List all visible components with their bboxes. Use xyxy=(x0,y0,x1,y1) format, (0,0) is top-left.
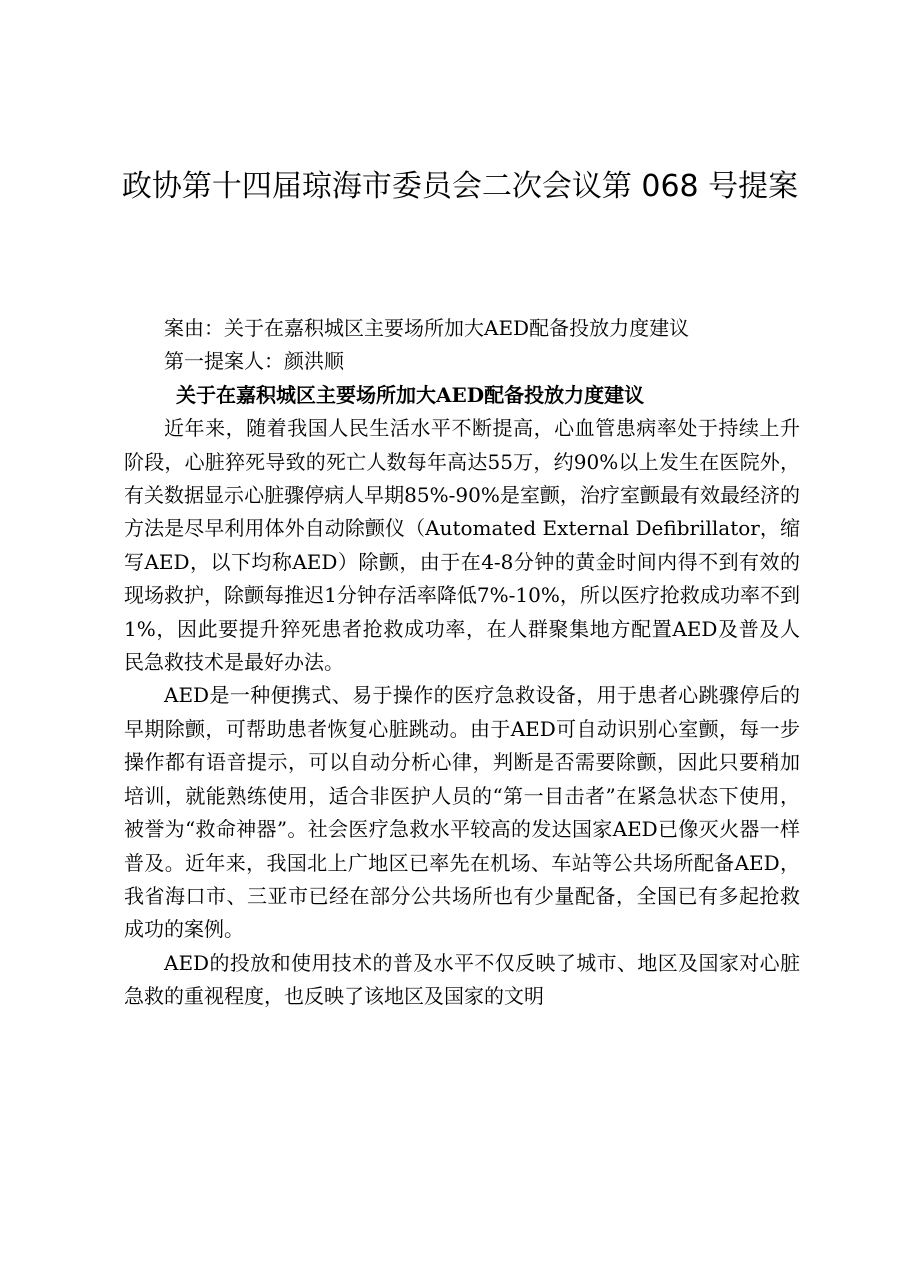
body-paragraph-1: 近年来，随着我国人民生活水平不断提高，心血管患病率处于持续上升阶段，心脏猝死导致的死亡人数每年高达55万，约90%以上发生在医院外，有关数据显示心脏骤停病人早期85%-90%是室颤，治疗室颤最有效最经济的方法是尽早利用体外自动除颤仪（Automated External Defibrillator，缩写AED，以下均称AED）除颤，由于在4-8分钟的黄金时间内得不到有效的现场救护，除颤每推迟1分钟存活率降低7%-10%，所以医疗抢救成功率不到1%，因此要提升猝死患者抢救成功率，在人群聚集地方配置AED及普及人民急救技术是最好办法。 xyxy=(124,416,800,675)
body-paragraph-3: AED的投放和使用技术的普及水平不仅反映了城市、地区及国家对心脏急救的重视程度，也反映了该地区及国家的文明 xyxy=(124,950,800,1009)
body-paragraph-2: AED是一种便携式、易于操作的医疗急救设备，用于患者心跳骤停后的早期除颤，可帮助患者恢复心脏跳动。由于AED可自动识别心室颤，每一步操作都有语音提示，可以自动分析心律，判断是否需要除颤，因此只要稍加培训，就能熟练使用，适合非医护人员的“第一目击者”在紧急状态下使用，被誉为“救命神器”。社会医疗急救水平较高的发达国家AED已像灭火器一样普及。近年来，我国北上广地区已率先在机场、车站等公共场所配备AED，我省海口市、三亚市已经在部分公共场所也有少量配备，全国已有多起抢救成功的案例。 xyxy=(124,683,800,942)
proposal-subtitle: 关于在嘉积城区主要场所加大AED配备投放力度建议 xyxy=(176,382,645,407)
proposer-line: 第一提案人：颜洪顺 xyxy=(164,349,344,374)
document-title: 政协第十四届琼海市委员会二次会议第 068 号提案 xyxy=(121,169,799,204)
proposal-reason: 案由：关于在嘉积城区主要场所加大AED配备投放力度建议 xyxy=(164,316,690,340)
document-body xyxy=(124,312,800,1014)
